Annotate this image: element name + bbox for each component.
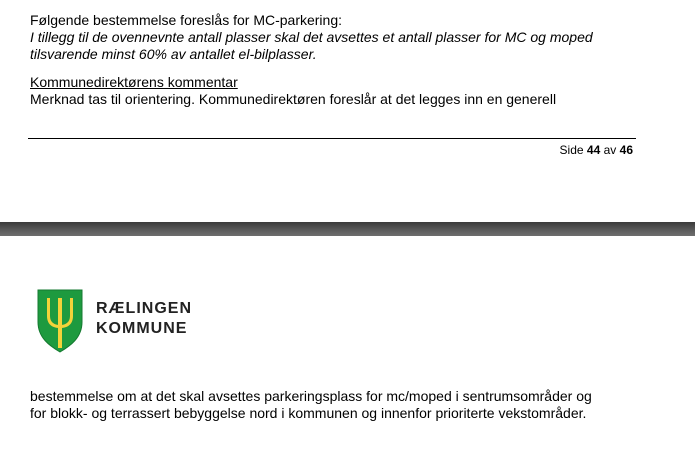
municipality-shield-icon (36, 288, 84, 354)
document-page-45 (0, 236, 695, 458)
municipality-name-line-1: RÆLINGEN (96, 300, 192, 317)
continued-paragraph (30, 388, 592, 422)
body-text-line-1: bestemmelse om at det skal avsettes parkeringsplass for mc/moped i sentrumsområder og (30, 388, 592, 404)
footer-total-pages: 46 (619, 143, 633, 157)
footer-prefix: Side (559, 143, 584, 157)
proposal-paragraph (30, 12, 593, 63)
comment-heading: Kommunedirektørens kommentar (30, 74, 238, 90)
page-number-footer (560, 143, 633, 158)
page-separator (0, 222, 695, 236)
comment-paragraph (30, 74, 556, 108)
proposal-text-line-2: tilsvarende minst 60% av antallet el-bilplasser. (30, 46, 317, 62)
proposal-text-line-1: I tillegg til de ovennevnte antall plasser skal det avsettes et antall plasser for MC og moped (30, 29, 593, 45)
footer-divider (28, 138, 636, 139)
municipality-name (96, 299, 192, 339)
municipality-name-line-2: KOMMUNE (96, 320, 188, 337)
proposal-heading: Følgende bestemmelse foreslås for MC-parkering: (30, 12, 343, 28)
body-text-line-2: for blokk- og terrassert bebyggelse nord i kommunen og innenfor prioriterte vekstområder. (30, 405, 587, 421)
comment-text-line-1: Merknad tas til orientering. Kommunedirektøren foreslår at det legges inn en generell (30, 91, 557, 107)
footer-current-page: 44 (586, 143, 601, 157)
footer-separator: av (603, 143, 617, 157)
document-page-44 (0, 0, 695, 222)
